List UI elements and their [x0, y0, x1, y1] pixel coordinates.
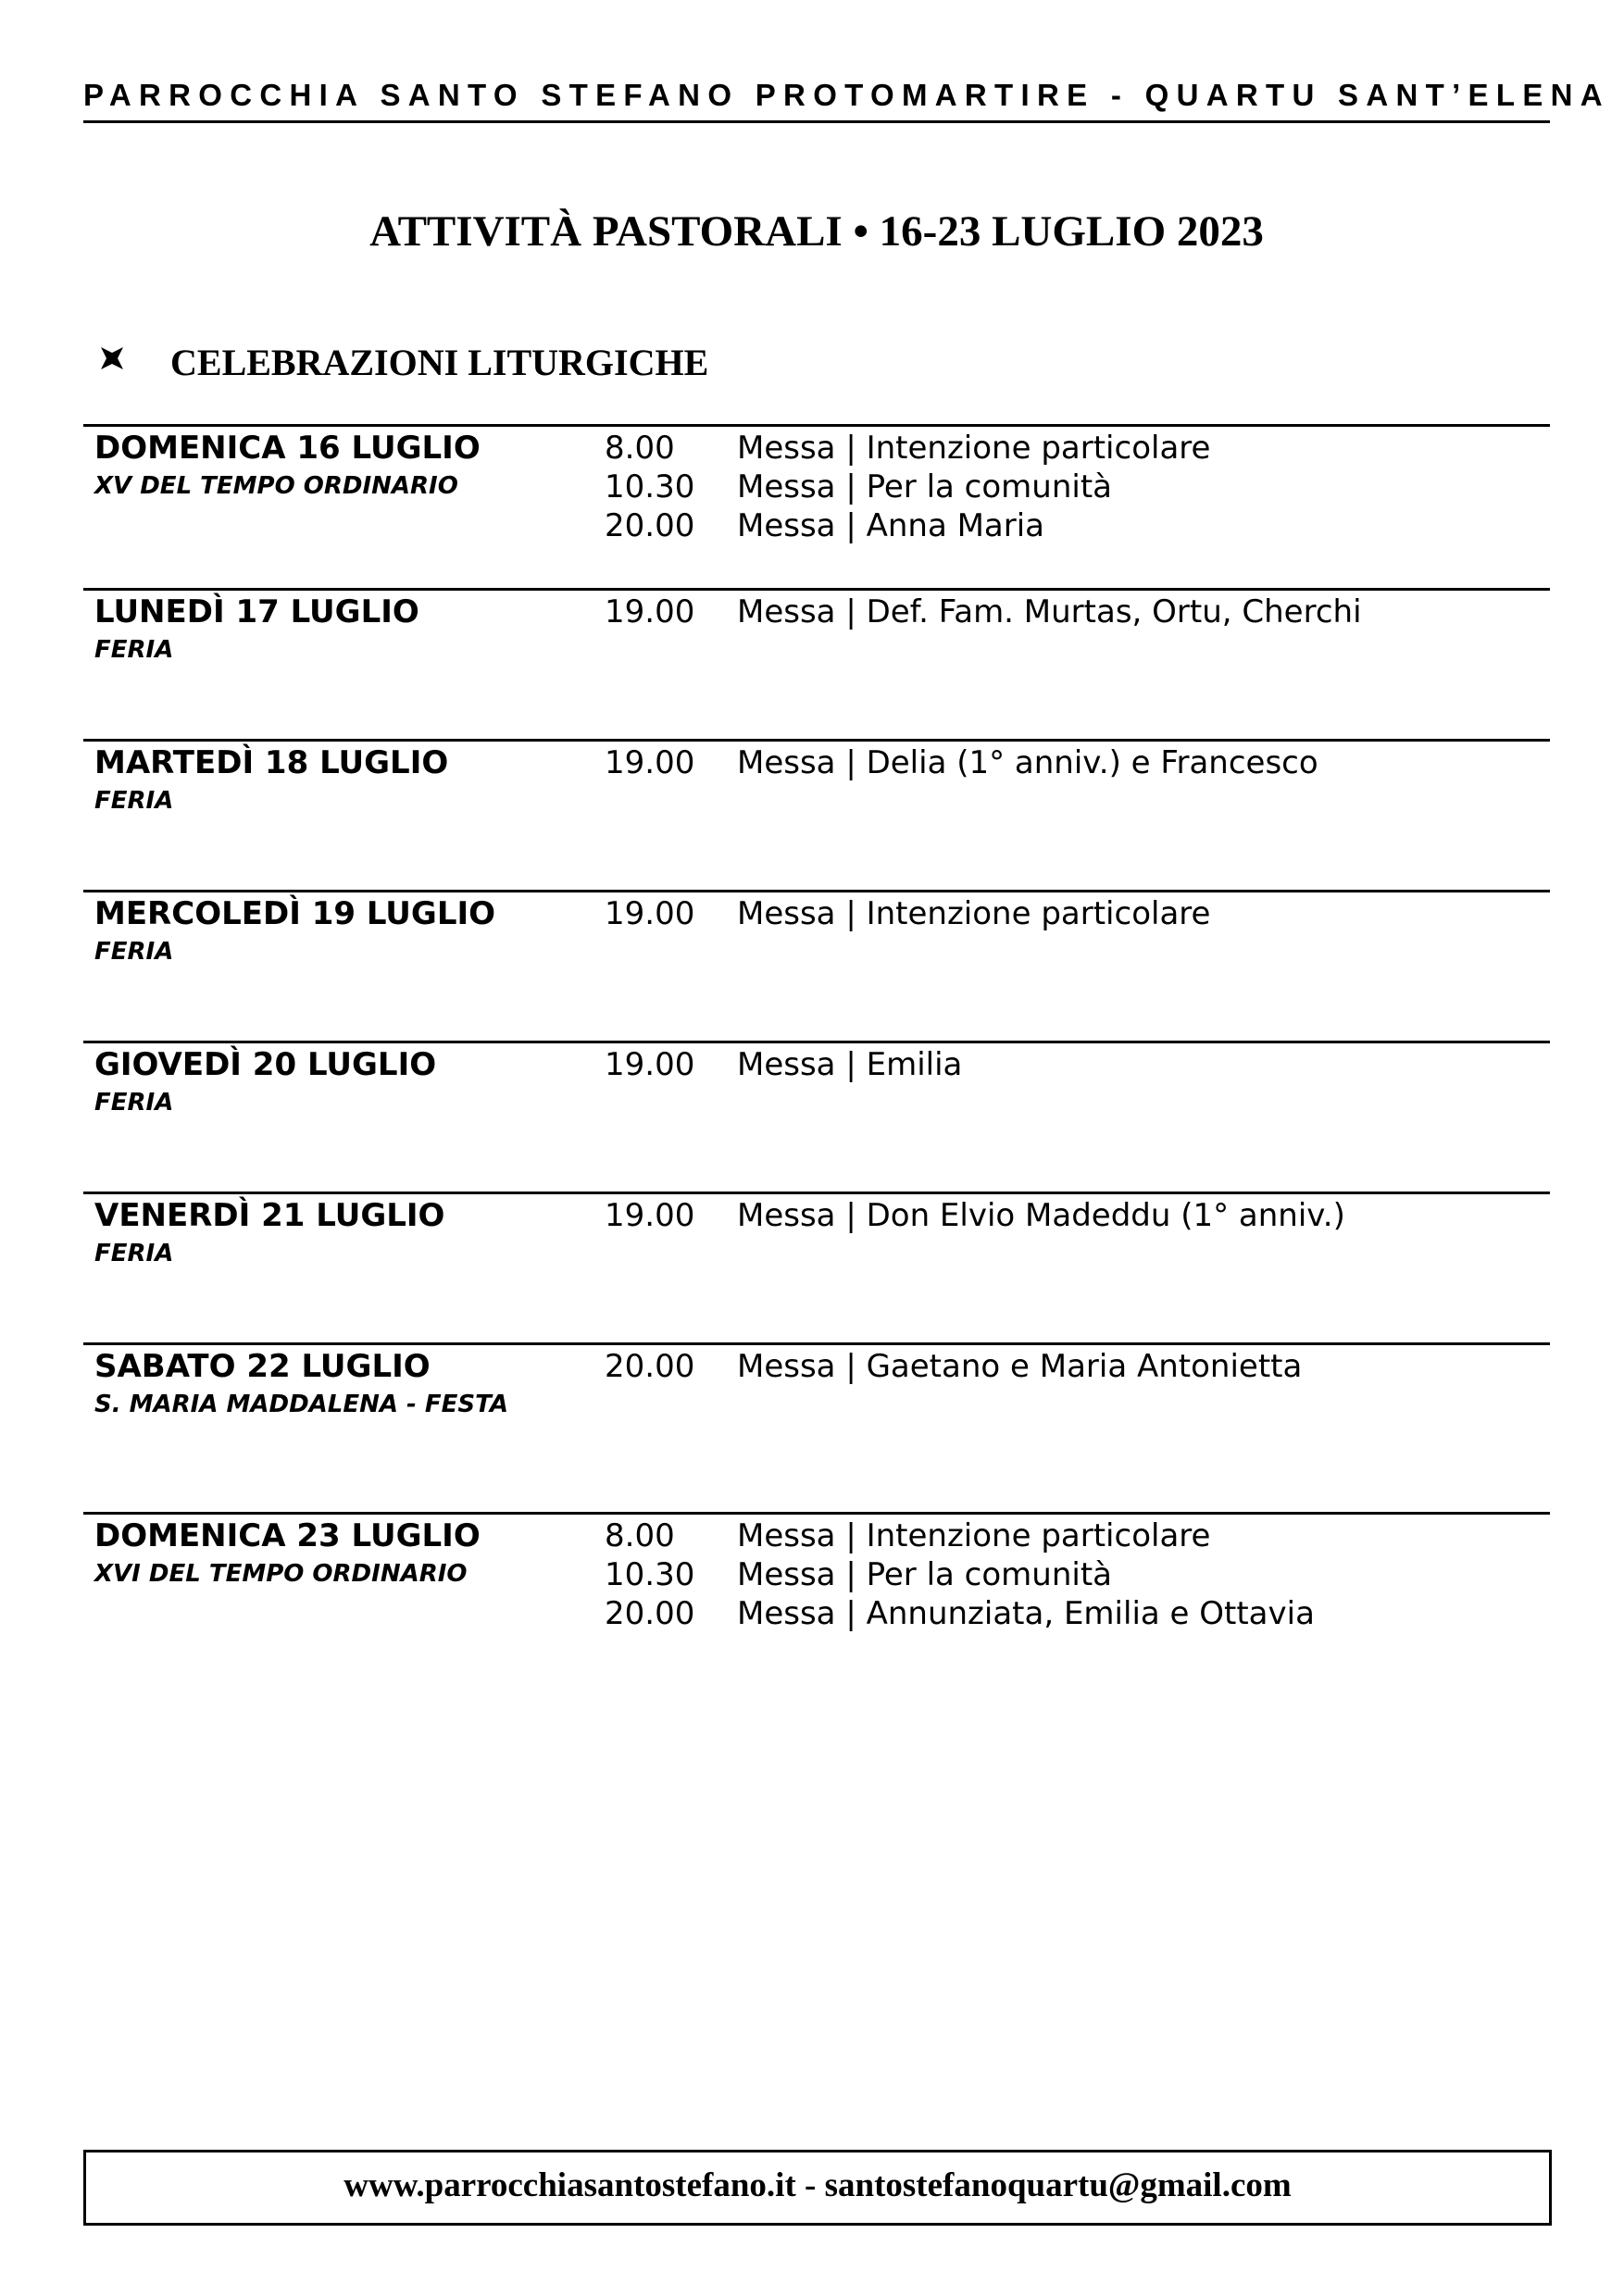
- day-name: DOMENICA 16 LUGLIO: [94, 430, 481, 467]
- event-description: Messa | Don Elvio Madeddu (1° anniv.): [737, 1197, 1345, 1234]
- day-name: GIOVEDÌ 20 LUGLIO: [94, 1046, 437, 1083]
- event-description: Messa | Intenzione particolare: [737, 895, 1211, 932]
- day-subtitle: FERIA: [94, 636, 174, 664]
- day-subtitle: S. MARIA MADDALENA - FESTA: [94, 1391, 508, 1418]
- day-row: [83, 739, 1550, 815]
- day-subtitle: XVI DEL TEMPO ORDINARIO: [94, 1560, 468, 1588]
- day-name: LUNEDÌ 17 LUGLIO: [94, 593, 419, 630]
- event-time: 19.00: [605, 895, 695, 932]
- event-time: 19.00: [605, 1197, 695, 1234]
- day-subtitle: XV DEL TEMPO ORDINARIO: [94, 472, 458, 500]
- event-description: Messa | Per la comunità: [737, 1556, 1112, 1593]
- event-description: Messa | Annunziata, Emilia e Ottavia: [737, 1595, 1315, 1632]
- day-row: [83, 588, 1550, 664]
- day-row: [83, 1041, 1550, 1117]
- event-time: 8.00: [605, 1517, 675, 1554]
- section-heading: CELEBRAZIONI LITURGICHE: [170, 342, 709, 383]
- star-bullet-icon: [100, 346, 124, 370]
- day-subtitle: FERIA: [94, 787, 174, 815]
- event-description: Messa | Emilia: [737, 1046, 963, 1083]
- day-row: [83, 424, 1550, 544]
- event-description: Messa | Delia (1° anniv.) e Francesco: [737, 744, 1318, 781]
- event-description: Messa | Gaetano e Maria Antonietta: [737, 1348, 1303, 1385]
- event-time: 19.00: [605, 744, 695, 781]
- event-time: 20.00: [605, 507, 695, 544]
- day-name: SABATO 22 LUGLIO: [94, 1348, 431, 1385]
- event-description: Messa | Intenzione particolare: [737, 1517, 1211, 1554]
- footer-contact: www.parrocchiasantostefano.it - santostefanoquartu@gmail.com: [344, 2166, 1292, 2204]
- day-row: [83, 1512, 1550, 1632]
- event-time: 20.00: [605, 1348, 695, 1385]
- day-name: VENERDÌ 21 LUGLIO: [94, 1197, 445, 1234]
- page-title: ATTIVITÀ PASTORALI • 16-23 LUGLIO 2023: [369, 207, 1264, 256]
- day-name: MARTEDÌ 18 LUGLIO: [94, 744, 449, 781]
- day-subtitle: FERIA: [94, 1240, 174, 1267]
- event-description: Messa | Def. Fam. Murtas, Ortu, Cherchi: [737, 593, 1362, 630]
- day-name: DOMENICA 23 LUGLIO: [94, 1517, 481, 1554]
- event-time: 8.00: [605, 430, 675, 467]
- header-divider: [83, 120, 1550, 123]
- day-name: MERCOLEDÌ 19 LUGLIO: [94, 895, 496, 932]
- footer-box: [83, 2150, 1552, 2226]
- day-row: [83, 1342, 1550, 1418]
- event-time: 10.30: [605, 1556, 695, 1593]
- day-row: [83, 1192, 1550, 1267]
- parish-header: PARROCCHIA SANTO STEFANO PROTOMARTIRE - QUARTU SANT’ELENA: [83, 78, 1610, 112]
- event-time: 19.00: [605, 593, 695, 630]
- event-description: Messa | Anna Maria: [737, 507, 1045, 544]
- day-row: [83, 890, 1550, 966]
- event-description: Messa | Per la comunità: [737, 468, 1112, 505]
- event-time: 19.00: [605, 1046, 695, 1083]
- event-time: 20.00: [605, 1595, 695, 1632]
- event-time: 10.30: [605, 468, 695, 505]
- day-subtitle: FERIA: [94, 1089, 174, 1117]
- event-description: Messa | Intenzione particolare: [737, 430, 1211, 467]
- day-subtitle: FERIA: [94, 938, 174, 966]
